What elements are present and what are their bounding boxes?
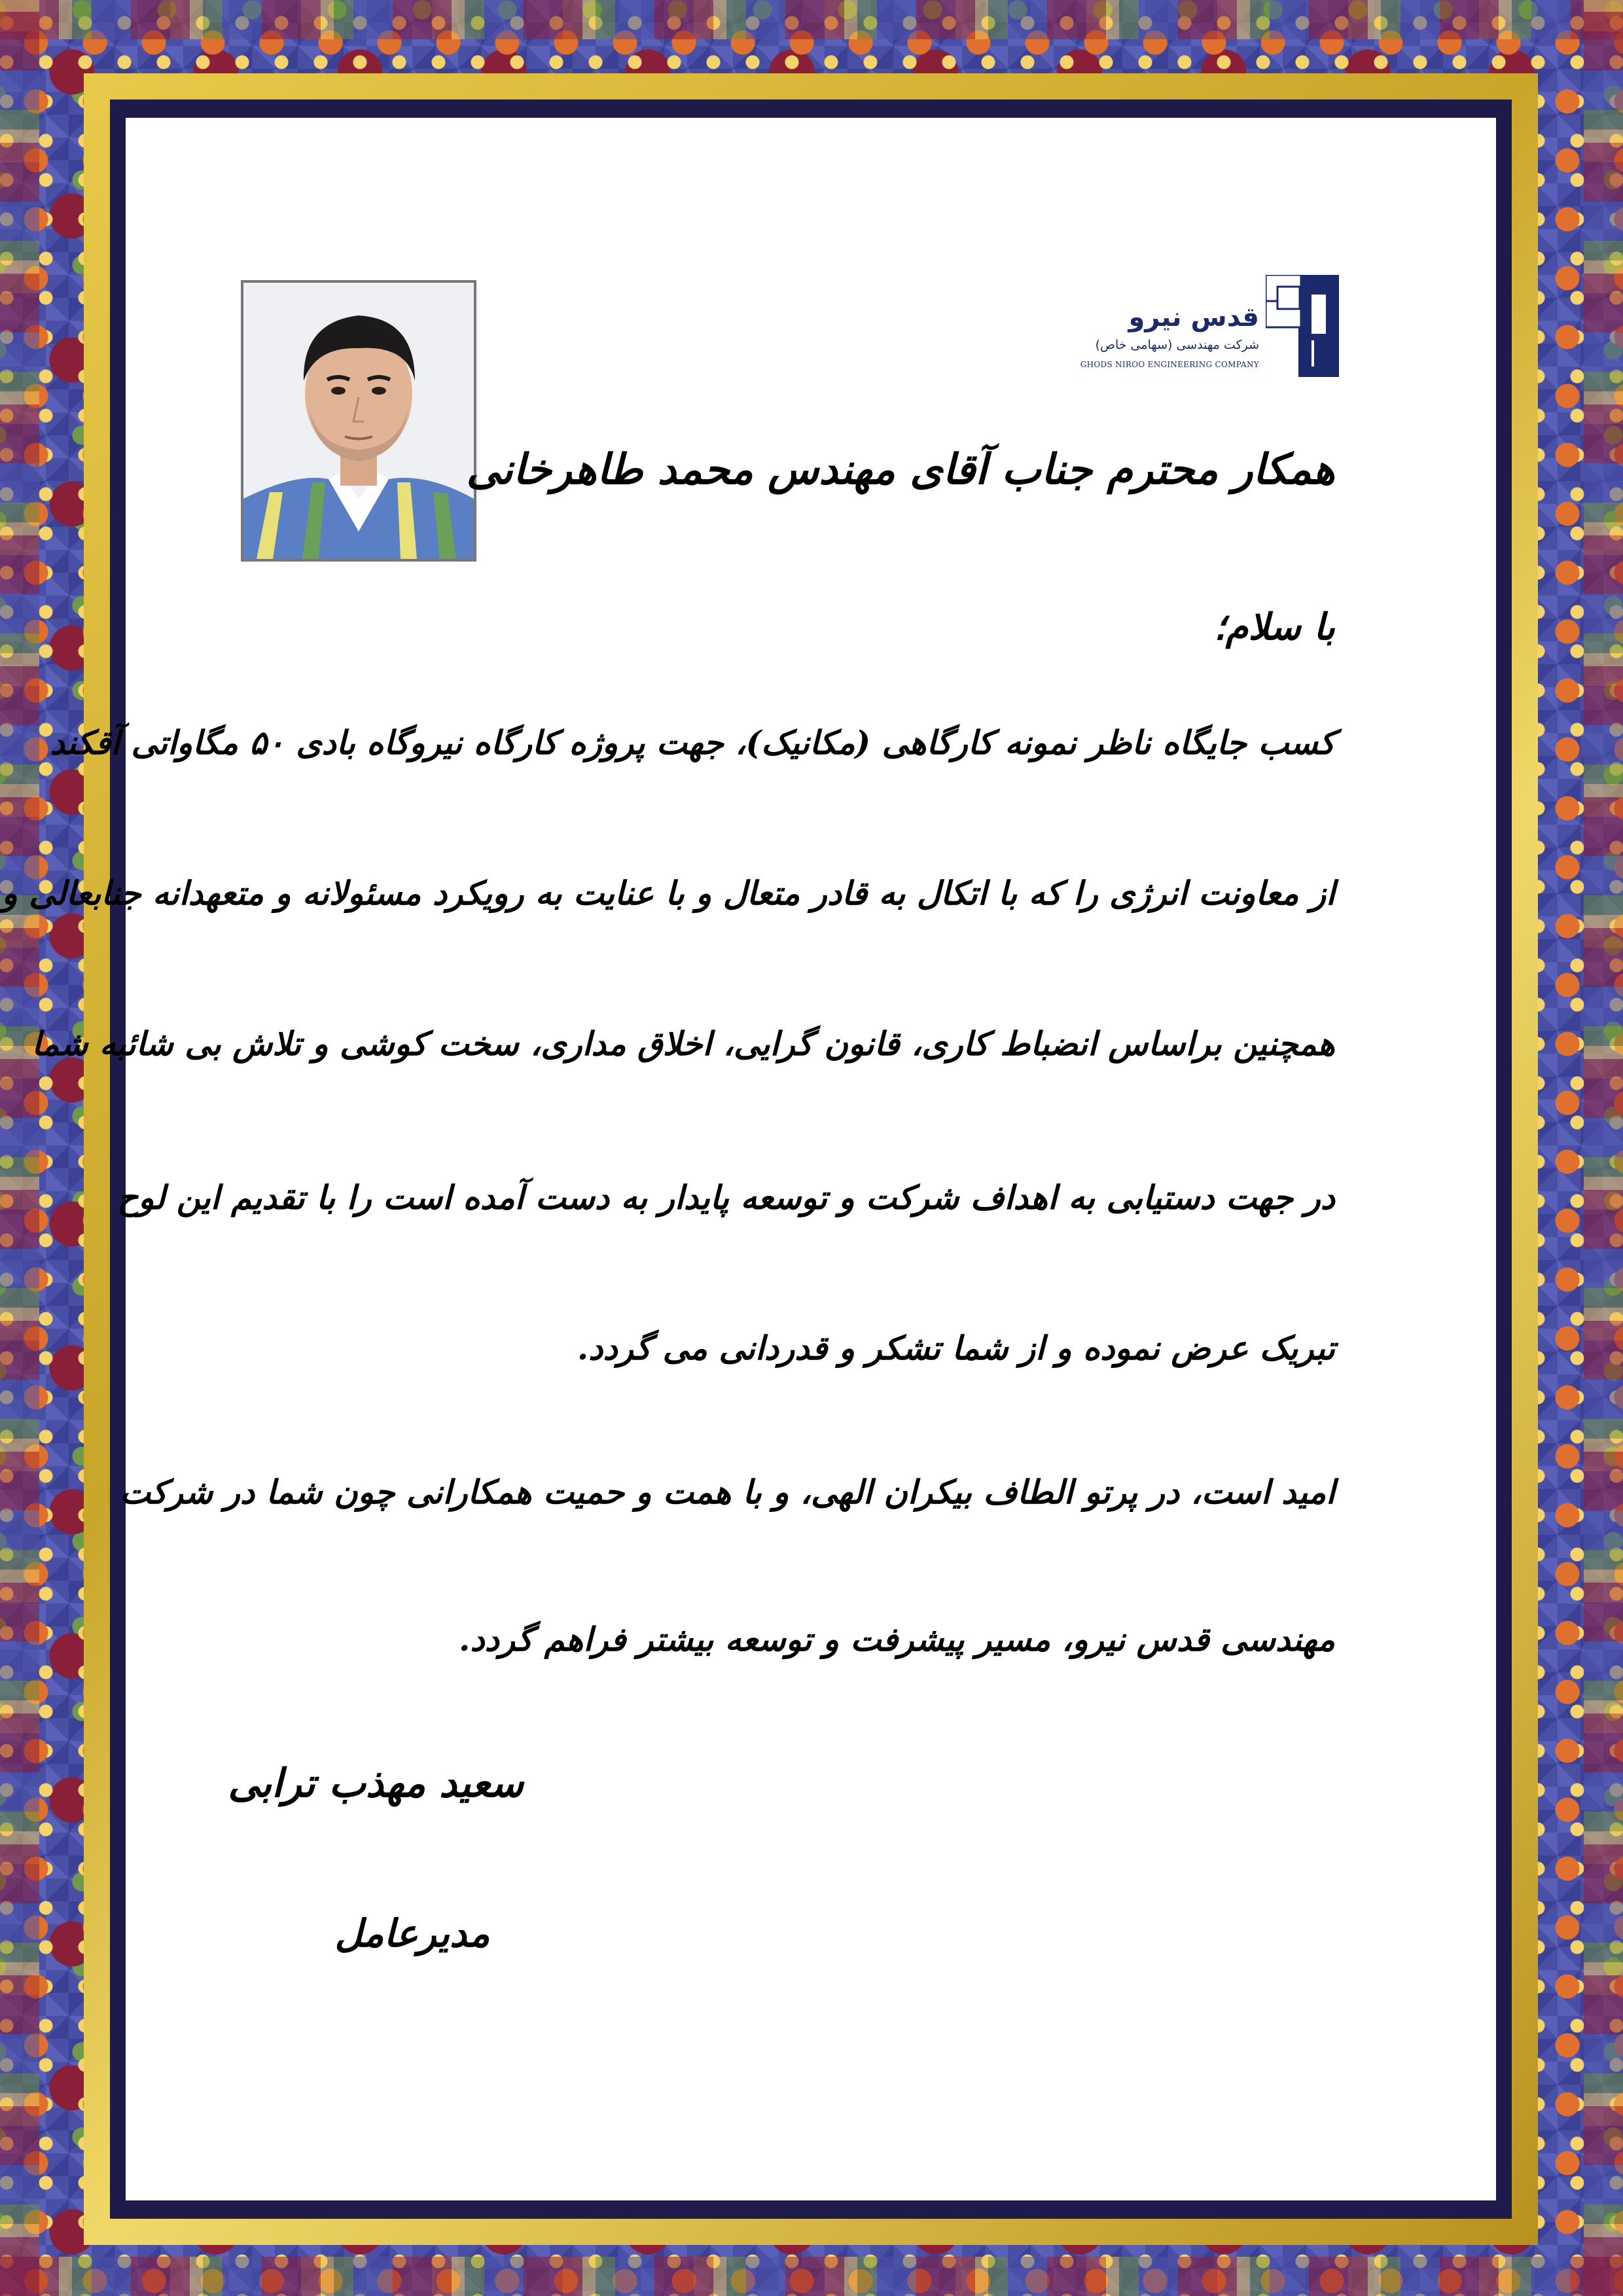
letter-greeting: با سلام؛ [1214,605,1335,649]
paragraph-1-line: تبریک عرض نموده و از شما تشکر و قدردانی می گردد. [577,1329,1335,1367]
paragraph-1-line: در جهت دستیابی به اهداف شرکت و توسعه پایدار به دست آمده است را با تقدیم این لوح [117,1178,1335,1217]
paragraph-2-line: مهندسی قدس نیرو، مسیر پیشرفت و توسعه بیشتر فراهم گردد. [458,1620,1335,1659]
paragraph-1-line: کسب جایگاه ناظر نمونه کارگاهی (مکانیک)، جهت پروژه کارگاه نیروگاه بادی ۵۰ مگاواتی آقکند [50,723,1335,762]
paragraph-2-line: امید است، در پرتو الطاف بیکران الهی، و با همت و حمیت همکارانی چون شما در شرکت [119,1473,1335,1511]
signer-name: سعید مهذب ترابی [228,1761,524,1806]
company-subtitle-fa: شرکت مهندسی (سهامی خاص) [1095,338,1259,352]
paragraph-1-line: از معاونت انرژی را که با اتکال به قادر متعال و با عنایت به رویکرد مسئولانه و متعهدانه جنابعالی و [1,874,1335,912]
letter-heading: همکار محترم جناب آقای مهندس محمد طاهرخانی [466,445,1335,494]
border-band-right [1584,0,1623,2296]
company-logo-mark-icon [1266,275,1339,377]
company-name-fa: قدس نیرو [1128,302,1259,332]
border-band-bottom [0,2257,1623,2296]
company-name-en: GHODS NIROO ENGINEERING COMPANY [1080,360,1259,369]
paragraph-1-line: همچنین براساس انضباط کاری، قانون گرایی، اخلاق مداری، سخت کوشی و تلاش بی شائبه شما [31,1024,1335,1063]
company-logo [1080,275,1342,380]
border-band-left [0,0,39,2296]
recipient-photo [241,280,476,562]
border-band-top [0,0,1623,39]
signer-title: مدیرعامل [334,1911,490,1956]
